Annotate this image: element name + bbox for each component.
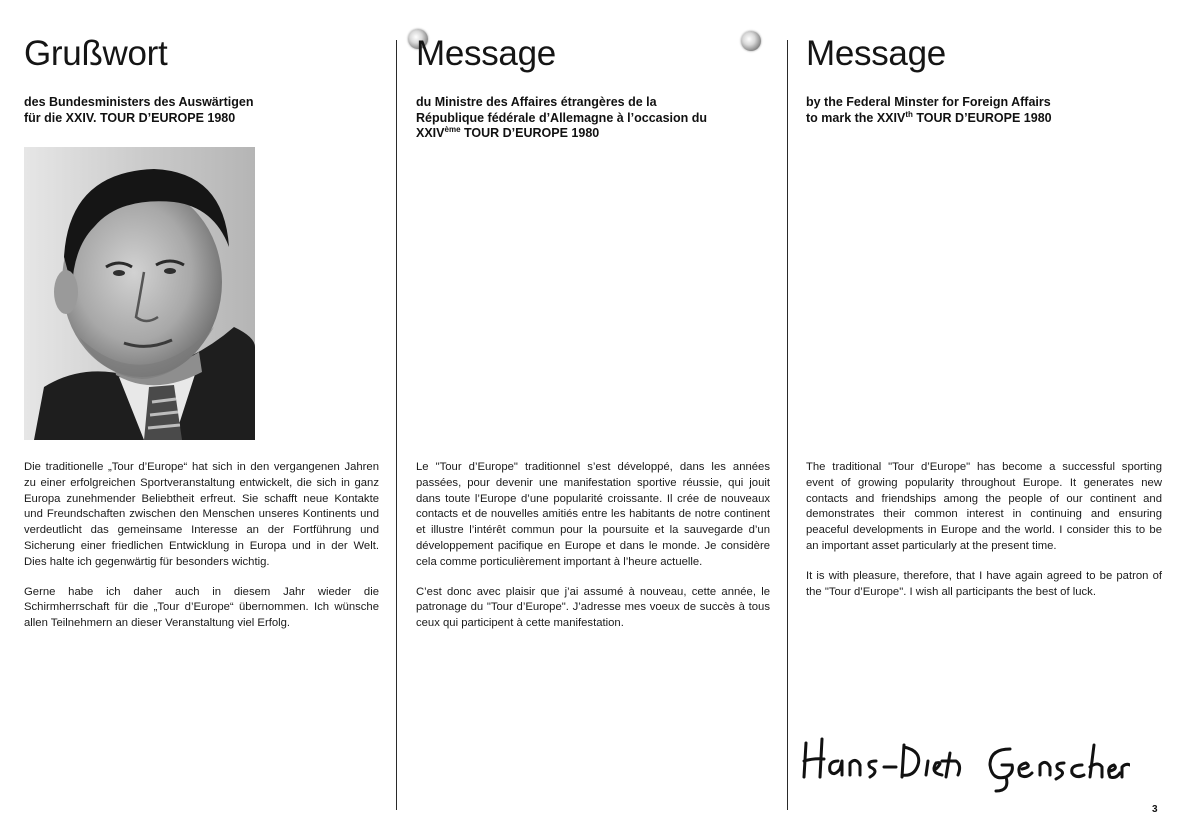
paragraph: Le "Tour d’Europe" traditionnel s’est développé, dans les années passées, pour devenir une manifestation sportive réussie, qui jouit dans toute l’Europe d’une popularité croissante. Il crée de nouveaux contacts et de nouvelles amitiés entre les habitants de notre continent et illustre l’intérêt commun pour la poursuite et la sauvegarde d’un développement pacifique en Europe et dans le monde. Je considère cela comme porticulièrement important à l’heure actuelle. (416, 461, 770, 568)
portrait-photo (24, 147, 255, 440)
column-divider (396, 40, 397, 810)
handwritten-signature (800, 725, 1130, 795)
subheading-french (416, 95, 707, 142)
heading-english: Message (806, 34, 946, 73)
subheading-line: für die XXIV. TOUR D’EUROPE 1980 (24, 110, 236, 125)
subheading-line (806, 111, 1052, 127)
column-divider (787, 40, 788, 810)
subheading-line: des Bundesministers des Auswärtigen (24, 95, 254, 109)
heading-french: Message (416, 34, 556, 73)
subheading-ordinal-suffix: ème (444, 125, 461, 134)
paragraph: Die traditionelle „Tour d’Europe“ hat sich in den vergangenen Jahren zu einer erfolgreichen Sportveranstaltung entwickelt, die sich in ganz Europa zunehmender Beliebtheit erfreut. Sie schafft neue Kontakte und Freundschaften zwischen den Menschen unseres Kontinents und verdeutlicht das gemeinsame Interesse an der Fortführung und Sicherung einer friedlichen Entwicklung in Europa und in der Welt. Dies halte ich gegenwärtig für besonders wichtig. (24, 461, 379, 568)
body-text-english (806, 460, 1162, 614)
subheading-tail: TOUR D’EUROPE 1980 (912, 110, 1052, 125)
heading-german: Grußwort (24, 34, 168, 73)
binder-hole (741, 31, 761, 51)
subheading-prefix: to mark the XXIV (806, 110, 906, 125)
subheading-line: du Ministre des Affaires étrangères de la (416, 95, 657, 109)
paragraph: The traditional "Tour d’Europe" has become a successful sporting event of growing popularity throughout Europe. It generates new contacts and friendships among the people of our continent and demonstrates their common interest in continuing and ensuring peaceful developments in Europe and the world. I consider this to be an important asset particularly at the present time. (806, 461, 1162, 552)
portrait-image (24, 147, 255, 440)
paragraph: C’est donc avec plaisir que j’ai assumé à nouveau, cette année, le patronage du "Tour d’Europe". J’adresse mes voeux de succès à tous ceux qui participent à cette manifestation. (416, 585, 770, 630)
paragraph: It is with pleasure, therefore, that I have again agreed to be patron of the "Tour d’Europe". I wish all participants the best of luck. (806, 569, 1162, 598)
subheading-tail: TOUR D’EUROPE 1980 (460, 126, 600, 140)
subheading-ordinal-suffix: th (905, 109, 913, 119)
page-number: 3 (1152, 804, 1158, 815)
subheading-line: by the Federal Minster for Foreign Affairs (806, 95, 1051, 109)
body-text-german (24, 460, 379, 646)
paragraph: Gerne habe ich daher auch in diesem Jahr wieder die Schirmherrschaft für die „Tour d’Europe“ übernommen. Ich wünsche allen Teilnehmern an dieser Veranstaltung viel Erfolg. (24, 585, 379, 630)
subheading-english (806, 95, 1052, 126)
subheading-line: République fédérale d’Allemagne à l’occasion du (416, 110, 708, 125)
subheading-ordinal: XXIV (416, 126, 445, 140)
subheading-german (24, 95, 253, 126)
subheading-line (416, 126, 707, 142)
body-text-french (416, 460, 770, 646)
